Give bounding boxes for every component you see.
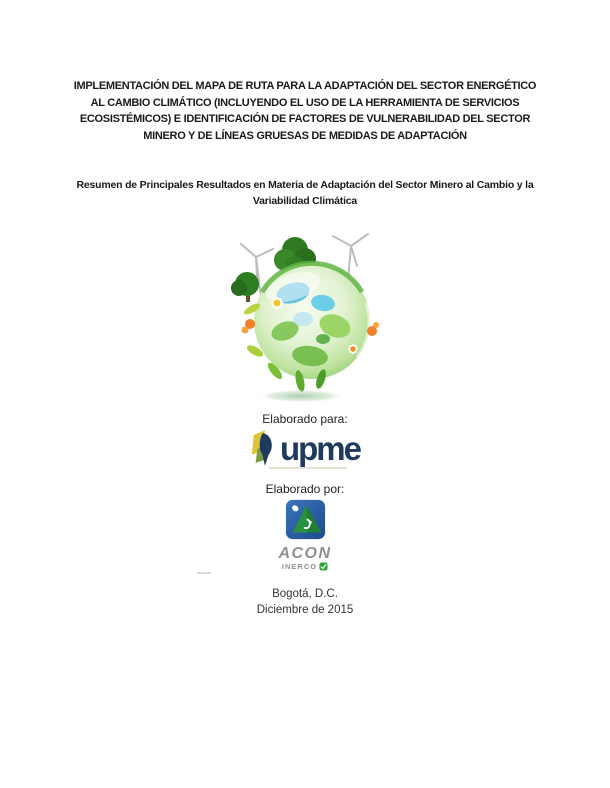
small-tree-icon [231, 272, 259, 302]
upme-logo-icon [250, 428, 278, 468]
upme-underline [269, 467, 347, 469]
place-date-block [0, 586, 610, 618]
acon-logo [245, 499, 365, 574]
eco-globe-image [205, 231, 405, 403]
globe-shadow [257, 390, 345, 403]
upme-logo [245, 427, 365, 469]
city-line: Bogotá, D.C. [272, 588, 338, 600]
page-subtitle [25, 177, 585, 209]
elaborado-para-label: Elaborado para: [262, 412, 348, 426]
page-title [25, 78, 585, 144]
title-line: ECOSISTÉMICOS) E IDENTIFICACIÓN DE FACTORES DE VULNERABILIDAD DEL SECTOR [79, 113, 531, 125]
inerco-wordmark: INERCO [281, 562, 318, 571]
inerco-row [245, 562, 365, 571]
subtitle-line: Variabilidad Climática [252, 195, 358, 207]
inerco-badge-icon [319, 562, 328, 571]
acon-wordmark: ACON [278, 545, 332, 562]
title-line: AL CAMBIO CLIMÁTICO (INCLUYENDO EL USO DE LA HERRAMIENTA DE SERVICIOS [90, 96, 520, 109]
acon-logo-icon [285, 499, 326, 540]
date-line: Diciembre de 2015 [256, 604, 354, 616]
title-line: MINERO Y DE LÍNEAS GRUESAS DE MEDIDAS DE ADAPTACIÓN [143, 129, 467, 142]
upme-wordmark: upme [279, 429, 360, 467]
title-line: IMPLEMENTACIÓN DEL MAPA DE RUTA PARA LA ADAPTACIÓN DEL SECTOR ENERGÉTICO [73, 80, 537, 92]
subtitle-line: Resumen de Principales Resultados en Materia de Adaptación del Sector Minero al Cambio y la [76, 179, 534, 191]
eco-globe-illustration [205, 231, 405, 403]
inerco-underline [197, 572, 211, 574]
elaborado-por-label: Elaborado por: [265, 482, 345, 496]
